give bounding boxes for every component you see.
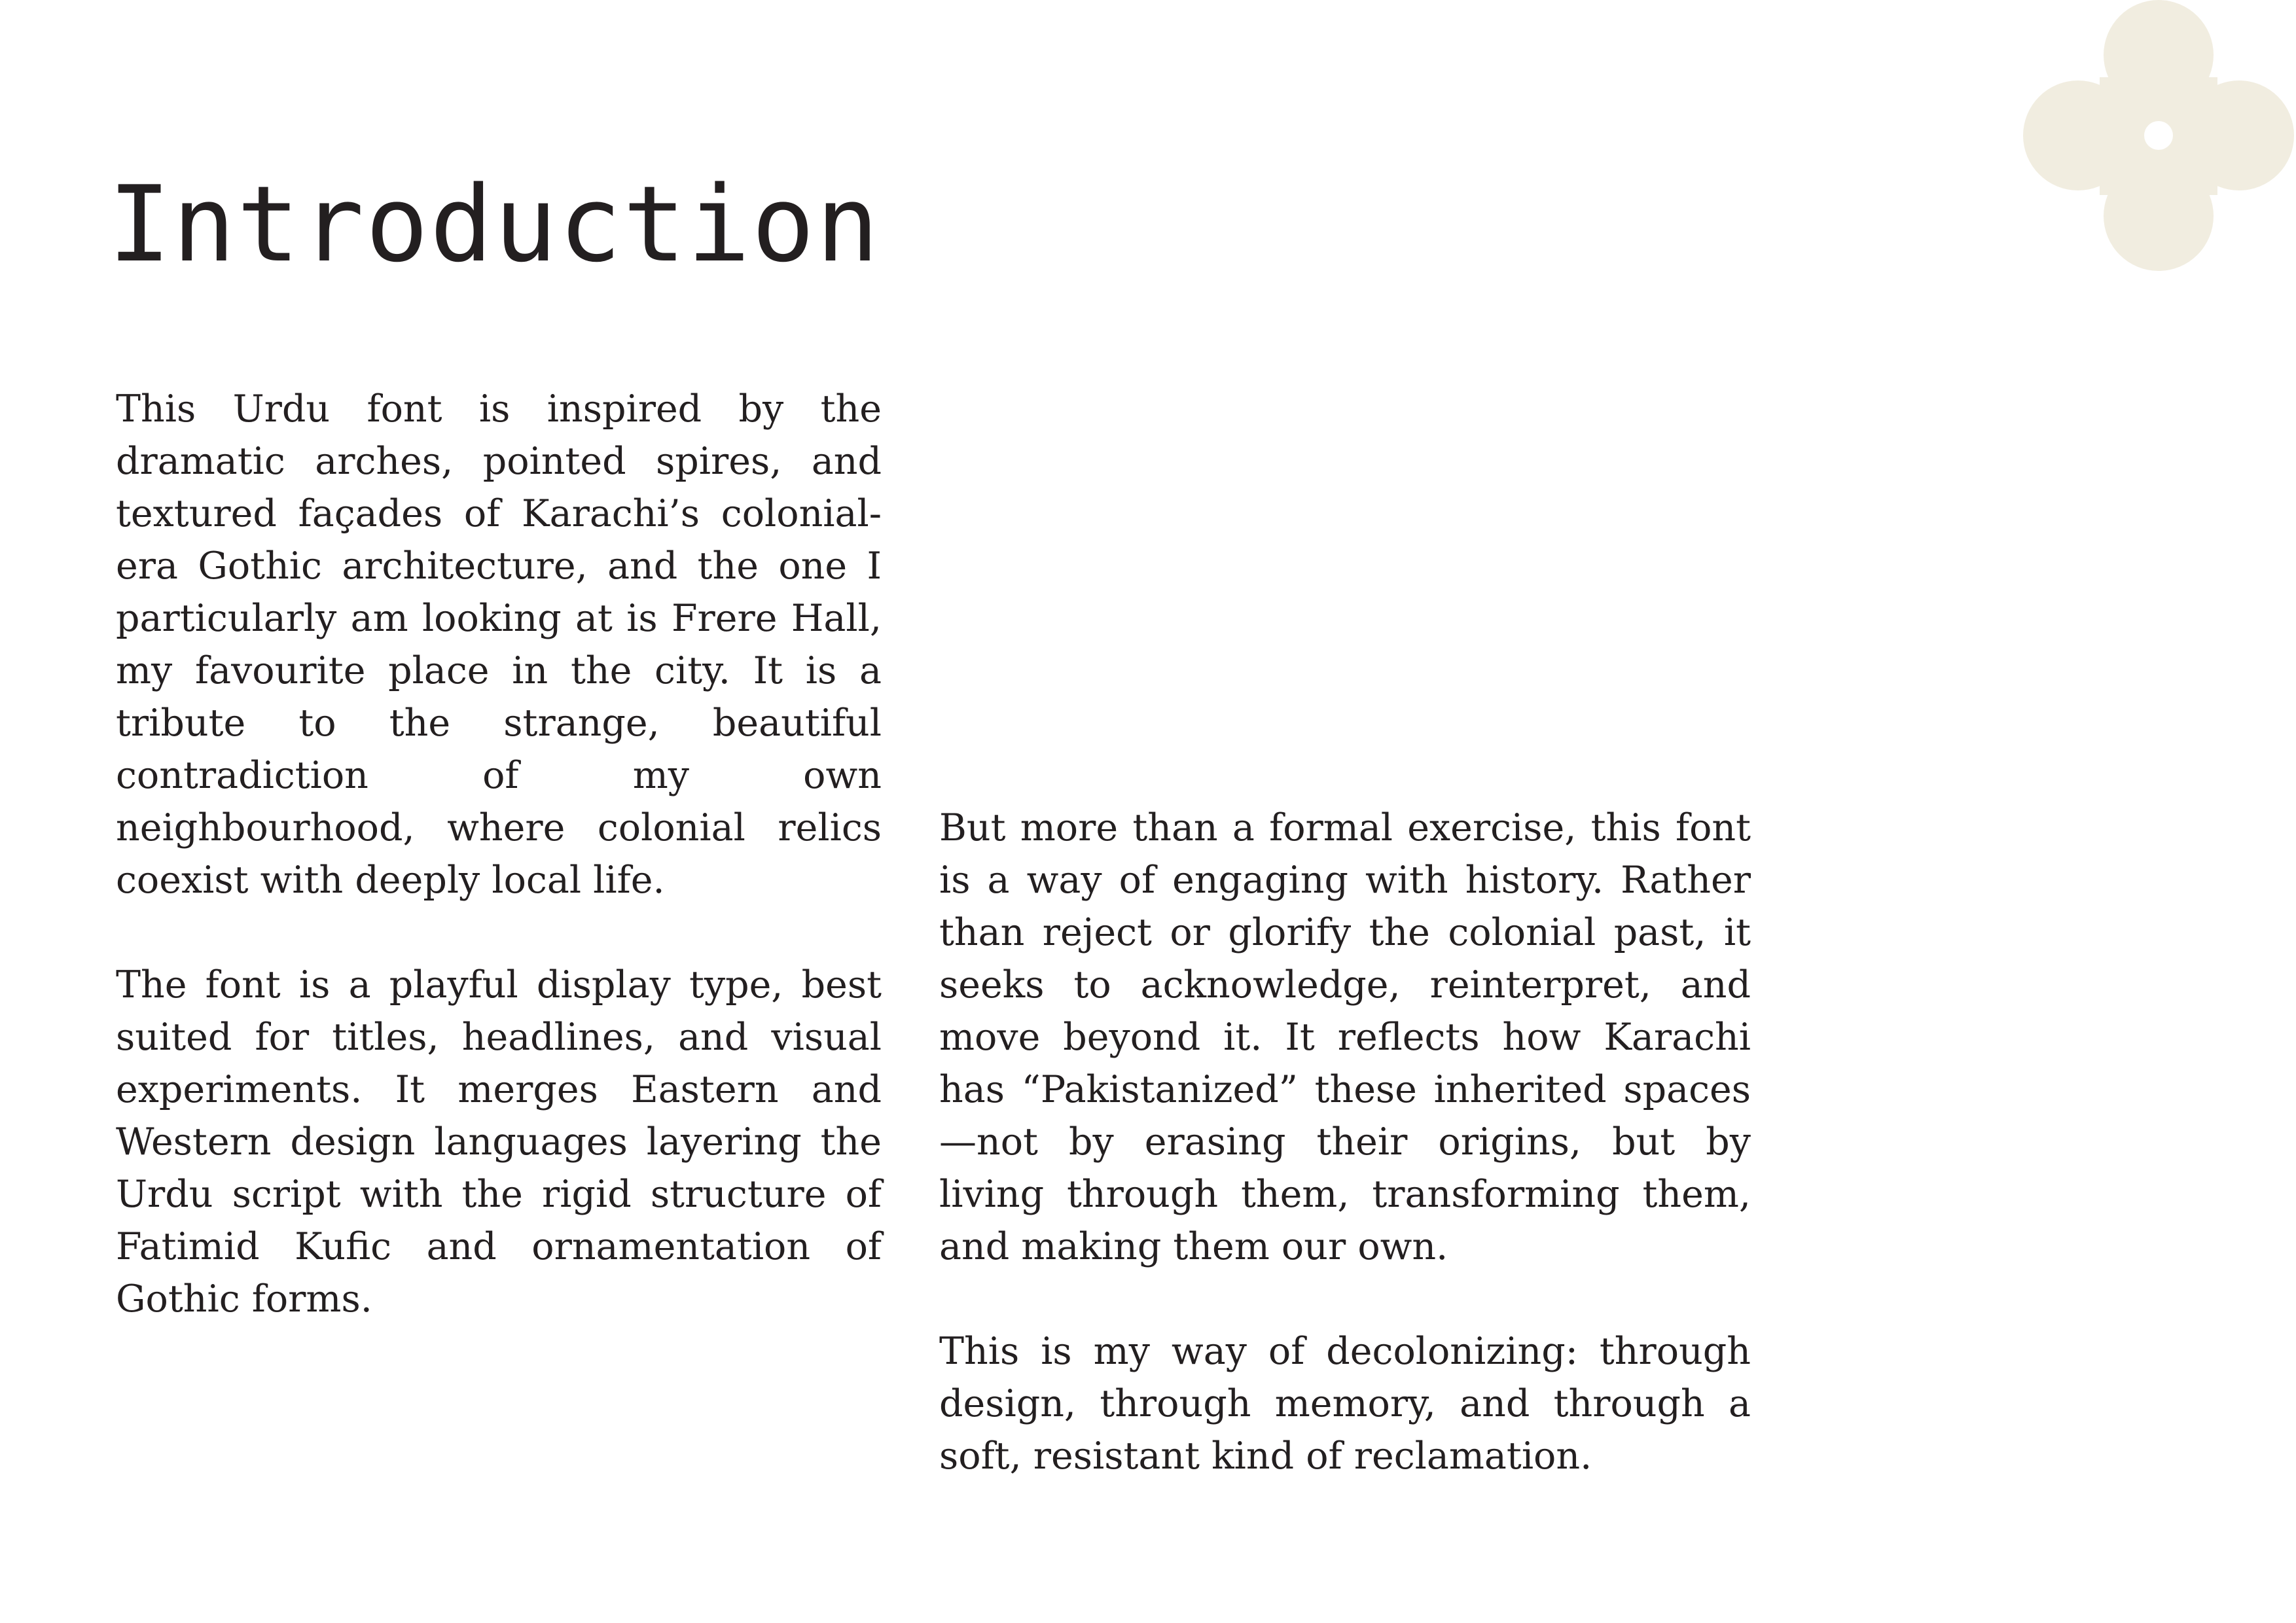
intro-paragraph-1: This Urdu font is inspired by the dramatic arches, pointed spires, and textured façades of Karachi’s colonial-era Gothic architecture, and the one I particularly am looking at is Frere Hall, my favourite place in the city. It is a tribute to the strange, beautiful contradiction of my own neighbourhood, where colonial relics coexist with deeply local life. [116, 387, 882, 902]
flower-center [2144, 121, 2173, 150]
intro-paragraph-2: The font is a playful display type, best suited for titles, headlines, and visual experiments. It merges Eastern and Western design languages layering the Urdu script with the rigid structure of Fatimid Kufic and ornamentation of Gothic forms. [116, 963, 882, 1321]
left-column [116, 383, 882, 1325]
page-title: Introduction [108, 163, 880, 285]
flower-icon [2021, 0, 2296, 275]
intro-paragraph-4: This is my way of decolonizing: through design, through memory, and through a soft, resistant kind of reclamation. [939, 1330, 1751, 1478]
intro-paragraph-3: But more than a formal exercise, this font is a way of engaging with history. Rather than reject or glorify the colonial past, it seeks to acknowledge, reinterpret, and move beyond it. It reflects how Karachi has “Pakistanized” these inherited spaces—not by erasing their origins, but by living through them, transforming them, and making them our own. [939, 806, 1751, 1268]
right-column [939, 802, 1751, 1482]
